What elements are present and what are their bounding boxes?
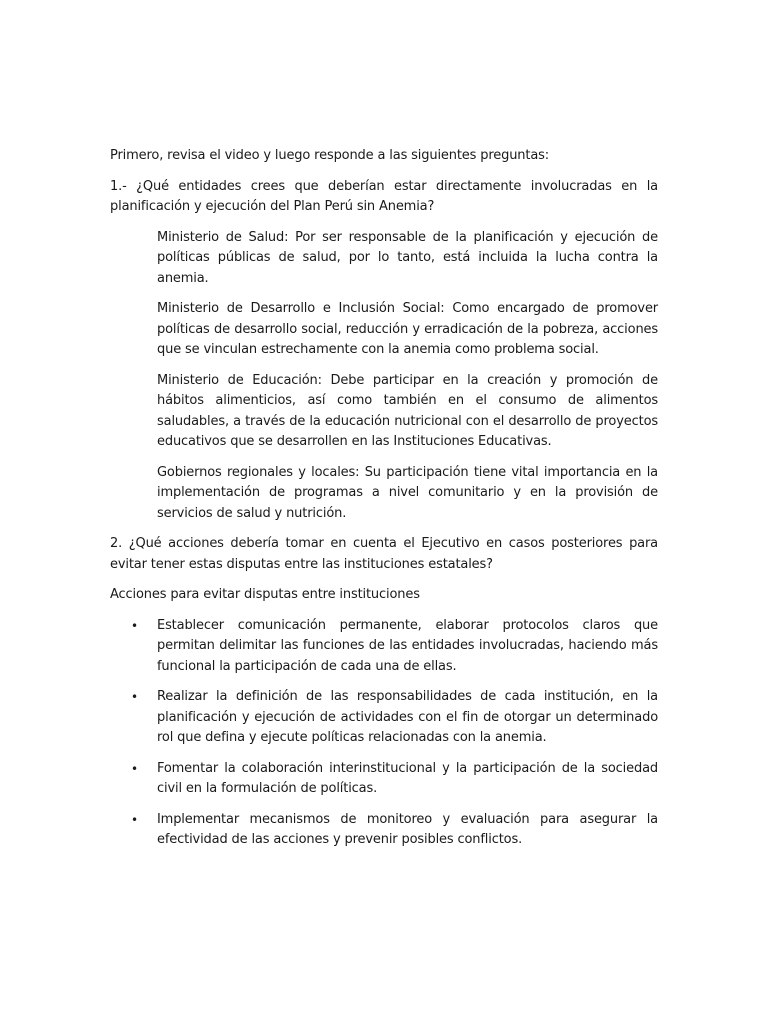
list-item-text: Establecer comunicación permanente, elaborar protocolos claros que permitan delimitar las funciones de las entidades involucradas, haciendo más funcional la participación de cada una de ellas.	[157, 617, 658, 674]
bullet-icon: •	[131, 812, 138, 827]
bullet-icon: •	[131, 618, 138, 633]
list-item	[131, 616, 658, 678]
list-item	[131, 759, 658, 800]
bullet-icon: •	[131, 690, 138, 704]
list-item	[131, 687, 658, 749]
answer-ministerio-educacion: Ministerio de Educación: Debe participar en la creación y promoción de hábitos alimenticios, así como también en el consumo de alimentos saludables, a través de la educación nutricional con el desarrollo de proyectos educativos que se desarrollen en las Instituciones Educativas.	[157, 372, 658, 449]
list-item	[131, 810, 658, 851]
actions-heading: Acciones para evitar disputas entre instituciones	[110, 587, 420, 602]
intro-paragraph: Primero, revisa el video y luego responde a las siguientes preguntas:	[110, 148, 550, 163]
actions-list	[110, 616, 658, 851]
question-1: 1.- ¿Qué entidades crees que deberían estar directamente involucradas en la planificación y ejecución del Plan Perú sin Anemia?	[110, 178, 658, 214]
answer-ministerio-salud: Ministerio de Salud: Por ser responsable de la planificación y ejecución de políticas públicas de salud, por lo tanto, está incluida la lucha contra la anemia.	[157, 229, 658, 286]
answer-gobiernos-regionales: Gobiernos regionales y locales: Su participación tiene vital importancia en la implementación de programas a nivel comunitario y en la provisión de servicios de salud y nutrición.	[157, 464, 658, 521]
answer-ministerio-desarrollo: Ministerio de Desarrollo e Inclusión Social: Como encargado de promover políticas de desarrollo social, reducción y erradicación de la pobreza, acciones que se vinculan estrechamente con la anemia como problema social.	[157, 301, 658, 357]
document-body	[110, 146, 658, 861]
list-item-text: Implementar mecanismos de monitoreo y evaluación para asegurar la efectividad de las acciones y prevenir posibles conflictos.	[157, 811, 658, 847]
list-item-text: Realizar la definición de las responsabilidades de cada institución, en la planificación y ejecución de actividades con el fin de otorgar un determinado rol que defina y ejecute políticas relacionadas con la anemia.	[157, 689, 658, 745]
question-2: 2. ¿Qué acciones debería tomar en cuenta el Ejecutivo en casos posteriores para evitar tener estas disputas entre las instituciones estatales?	[110, 536, 658, 572]
list-item-text: Fomentar la colaboración interinstitucional y la participación de la sociedad civil en la formulación de políticas.	[157, 760, 658, 796]
bullet-icon: •	[131, 761, 138, 776]
